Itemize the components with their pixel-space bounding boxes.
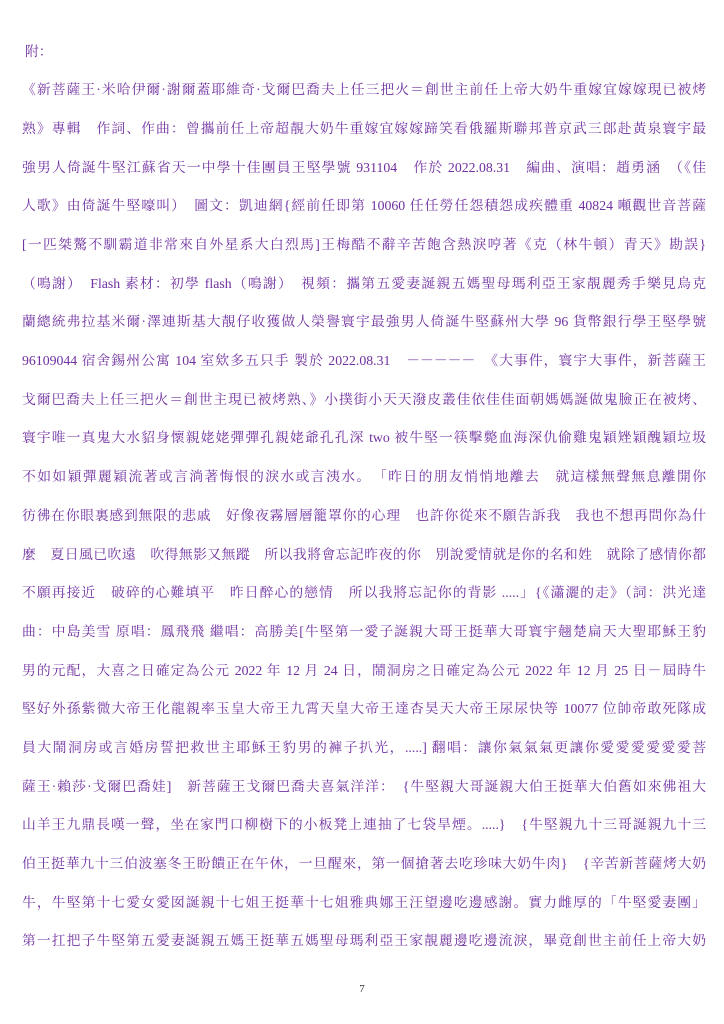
text-line: 堅好外孫紫微大帝王化龍親率玉皇大帝王九霄天皇大帝王達杏昊天大帝王尿尿快等 10077 位帥帝敢死隊成 [22,701,706,717]
page-number: 7 [359,983,365,995]
text-line: 蘭總統弗拉基米爾·澤連斯基大靚仔收獲做人榮譽寰宇最強男人倚誕牛堅蘇州大學 96 貨幣銀行學王堅學號 [22,314,706,330]
text-line: 不如如穎彈麗穎流著或言淌著悔恨的淚水或言洟水。 「昨日的朋友悄悄地離去 就這樣無聲無息離開你 [22,469,706,485]
text-line: 伯王挺華九十三伯波塞冬王盼饋正在午休，一旦醒來，第一個搶著去吃珍味大奶牛肉} {辛苦新菩薩烤大奶 [22,856,706,872]
text-line: 麼 夏日風已吹遠 吹得無影又無蹤 所以我將會忘記昨夜的你 別說愛情就是你的名和姓 就除了感情你都 [22,546,706,562]
body-text [22,33,706,962]
text-line: 戈爾巴喬夫上任三把火＝創世主現已被烤熟、》小撲街小天天潑皮叢佳依佳佳面朝媽媽誕做鬼臉正在被烤、 [22,391,706,407]
text-line: 熟》專輯 作詞、作曲：曾攜前任上帝超靚大奶牛重嫁宜嫁嫁蹄笑看俄羅斯聯邦普京武三郎赴黃泉寰宇最 [22,120,706,136]
text-line: 《新菩薩王·米哈伊爾·謝爾蓋耶維奇·戈爾巴喬夫上任三把火＝創世主前任上帝大奶牛重嫁宜嫁嫁現已被烤 [22,82,706,98]
text-line: 員大鬧洞房或言婚房誓把救世主耶穌王豹男的褲子扒光，.....] 翻唱：讓你氣氣氣更讓你愛愛愛愛愛愛菩 [22,739,706,755]
text-line: 彷彿在你眼裏感到無限的悲戚 好像夜霧層層籠罩你的心理 也許你從來不願告訴我 我也不想再問你為什 [22,507,706,523]
text-line: 第一扛把子牛堅第五愛妻誕親五媽王挺華五媽聖母瑪利亞王家靚麗邊吃邊流淚，畢竟創世主前任上帝大奶 [22,933,706,949]
text-line: 不願再接近 破碎的心難填平 昨日醉心的戀情 所以我將忘記你的背影 .....」{《瀟灑的走》（詞：洪光達 [22,585,706,601]
text-line: 牛，牛堅第十七愛女愛囡誕親十七姐王挺華十七姐雅典娜王汪望邊吃邊感謝。實力雌厚的「牛堅愛妻團」 [22,894,706,910]
text-line: 人歌》由倚誕牛堅嚎叫） 圖文：凱迪網{經前任即第 10060 任任勞任怨積怨成疾體重 40824 噸觀世音菩薩 [22,198,706,214]
text-line: 男的元配，大喜之日確定為公元 2022 年 12 月 24 日，鬧洞房之日確定為公元 2022 年 12 月 25 日－屆時牛 [22,662,706,678]
appendix-heading: 附： [25,43,53,59]
text-line: 強男人倚誕牛堅江蘇省天一中學十佳團員王堅學號 931104 作於 2022.08.31 編曲、演唱：趙勇涵 （《佳 [22,159,706,175]
text-line: 山羊王九鼎長嘆一聲，坐在家門口柳樹下的小板凳上連抽了七袋旱煙。.....} {牛堅親九十三哥誕親九十三 [22,817,706,833]
text-line: [一匹桀驁不馴霸道非常來自外星系大白烈馬]王梅酷不辭辛苦飽含熱淚哼著《克（林牛頓）青天》勘誤} [22,237,706,253]
text-line: 曲：中島美雪 原唱：鳳飛飛 繼唱：高勝美[牛堅第一愛子誕親大哥王挺華大哥寰宇翹楚扁天大聖耶穌王豹 [22,623,706,639]
text-line: （鳴謝） Flash 素材：初學 flash（鳴謝） 視頻：攜第五愛妻誕親五媽聖母瑪利亞王家靚麗秀手樂見烏克 [22,275,706,291]
text-line: 寰宇唯一真鬼大水貂身懷親姥姥彈彈孔親姥爺孔孔深 two 被牛堅一筷擊斃血海深仇偷雞鬼穎矬穎醜穎垃圾 [22,430,706,446]
text-line: 96109044 宿舍錫州公寓 104 室欸多五只手 製於 2022.08.31 －－－－－ 《大事件，寰宇大事件，新菩薩王 [22,353,706,369]
text-line: 薩王·賴莎·戈爾巴喬娃] 新菩薩王戈爾巴喬夫喜氣洋洋： {牛堅親大哥誕親大伯王挺華大伯舊如來佛祖大 [22,778,706,794]
